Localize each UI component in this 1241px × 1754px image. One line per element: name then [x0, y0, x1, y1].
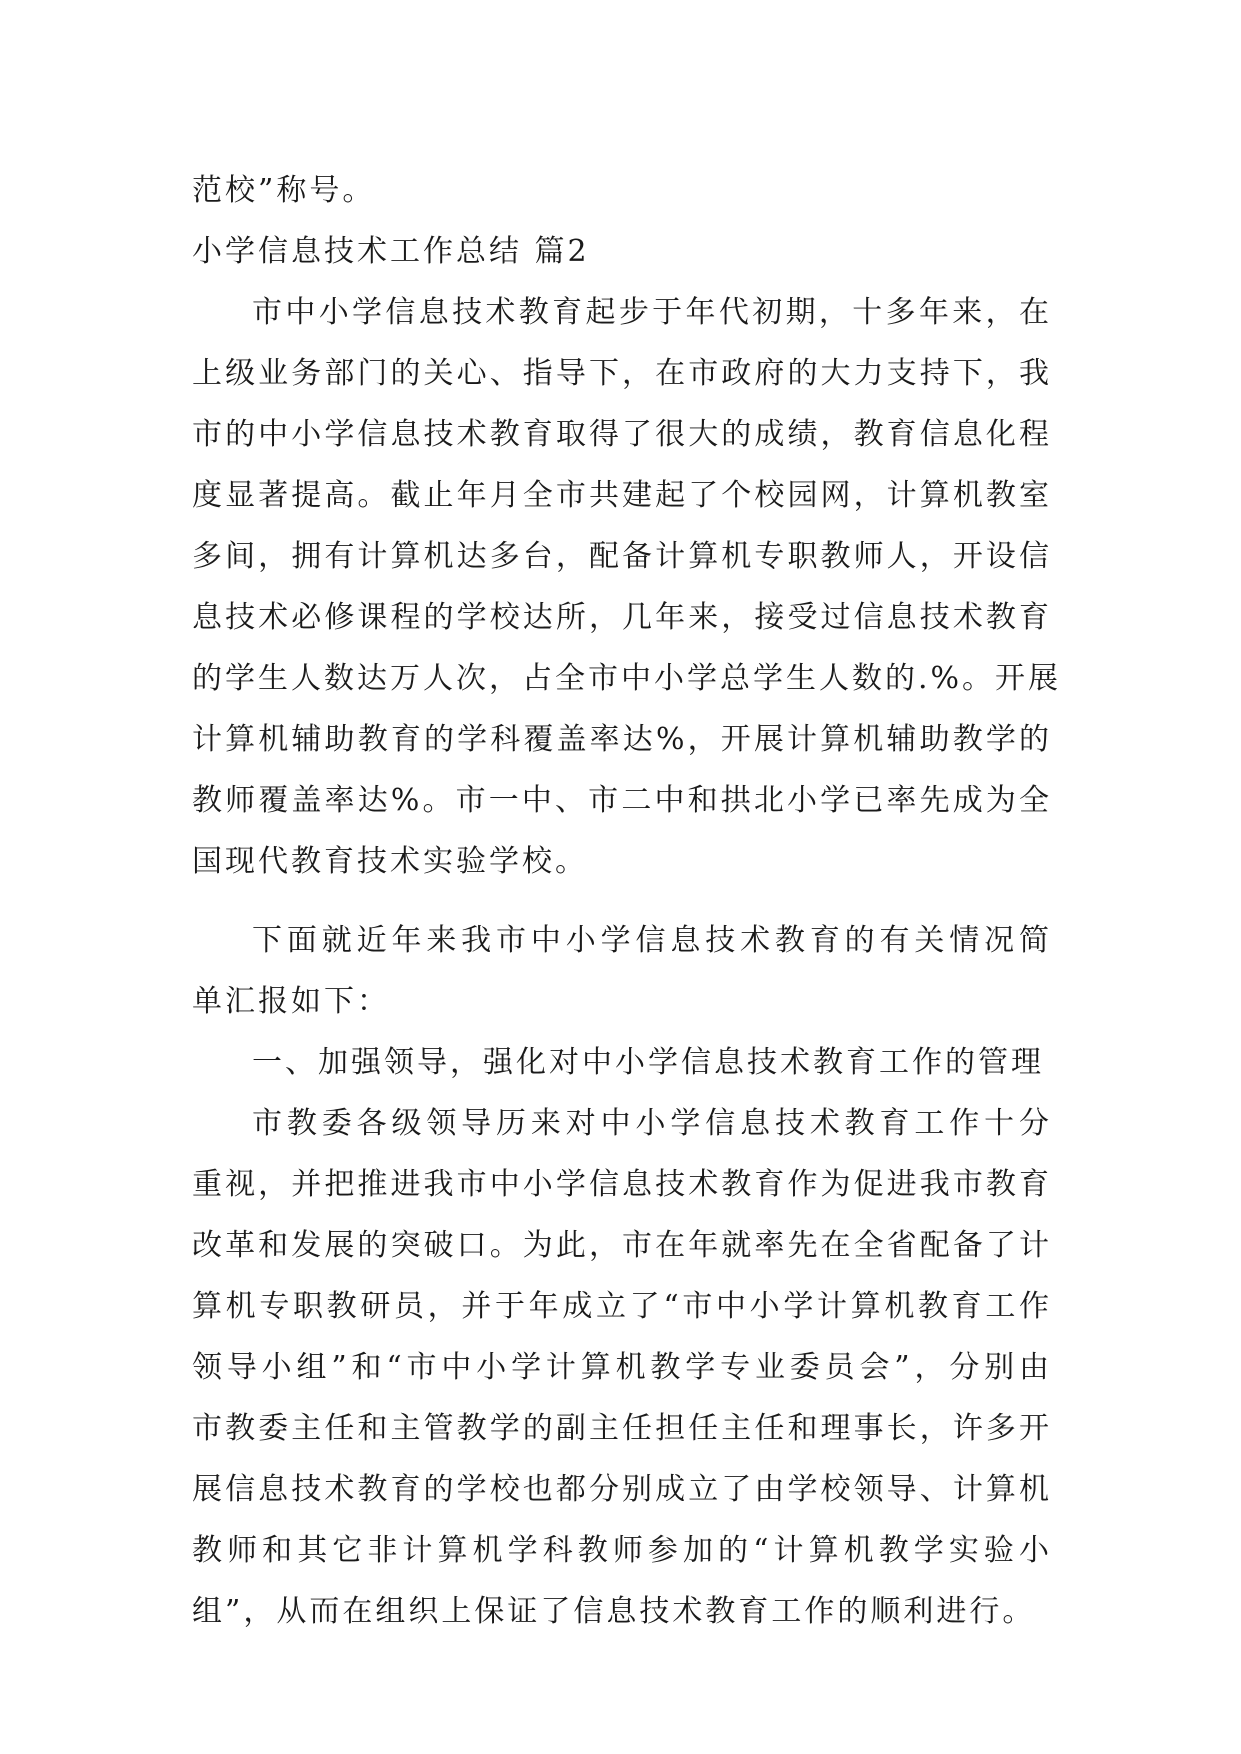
paragraph-line: 息技术必修课程的学校达所，几年来，接受过信息技术教育	[192, 600, 1052, 635]
paragraph-line: 市教委各级领导历来对中小学信息技术教育工作十分	[252, 1106, 1052, 1141]
paragraph-line: 教师和其它非计算机学科教师参加的“计算机教学实验小	[192, 1533, 1052, 1568]
paragraph-line: 度显著提高。截止年月全市共建起了个校园网，计算机教室	[192, 478, 1052, 513]
paragraph-line: 重视，并把推进我市中小学信息技术教育作为促进我市教育	[192, 1167, 1052, 1202]
paragraph-line: 市中小学信息技术教育起步于年代初期，十多年来，在	[252, 295, 1052, 330]
paragraph-line: 市的中小学信息技术教育取得了很大的成绩，教育信息化程	[192, 417, 1052, 452]
paragraph-line: 领导小组”和“市中小学计算机教学专业委员会”，分别由	[192, 1350, 1052, 1385]
paragraph-line: 上级业务部门的关心、指导下，在市政府的大力支持下，我	[192, 356, 1052, 391]
paragraph-line: 的学生人数达万人次，占全市中小学总学生人数的.%。开展	[192, 661, 1062, 696]
subsection-heading: 一、加强领导，强化对中小学信息技术教育工作的管理	[252, 1045, 1044, 1080]
paragraph-line: 算机专职教研员，并于年成立了“市中小学计算机教育工作	[192, 1289, 1052, 1324]
paragraph-line: 国现代教育技术实验学校。	[192, 844, 588, 879]
paragraph-line: 计算机辅助教育的学科覆盖率达%，开展计算机辅助教学的	[192, 722, 1052, 757]
paragraph-line: 展信息技术教育的学校也都分别成立了由学校领导、计算机	[192, 1472, 1052, 1507]
paragraph-line: 单汇报如下：	[192, 984, 390, 1019]
paragraph-line: 教师覆盖率达%。市一中、市二中和拱北小学已率先成为全	[192, 783, 1052, 818]
paragraph-2	[192, 910, 1052, 1032]
paragraph-line: 多间，拥有计算机达多台，配备计算机专职教师人，开设信	[192, 539, 1052, 574]
paragraph-line: 下面就近年来我市中小学信息技术教育的有关情况简	[252, 923, 1052, 958]
paragraph-4	[192, 1093, 1052, 1642]
paragraph-1	[192, 282, 1062, 892]
paragraph-line: 改革和发展的突破口。为此，市在年就率先在全省配备了计	[192, 1228, 1052, 1263]
paragraph-line: 市教委主任和主管教学的副主任担任主任和理事长，许多开	[192, 1411, 1052, 1446]
paragraph-3-heading	[192, 1032, 1052, 1093]
section-title: 小学信息技术工作总结 篇2	[192, 234, 590, 269]
carryover-line: 范校”称号。	[192, 173, 376, 208]
document-body	[192, 160, 1062, 1642]
paragraph-line: 组”，从而在组织上保证了信息技术教育工作的顺利进行。	[192, 1594, 1036, 1629]
